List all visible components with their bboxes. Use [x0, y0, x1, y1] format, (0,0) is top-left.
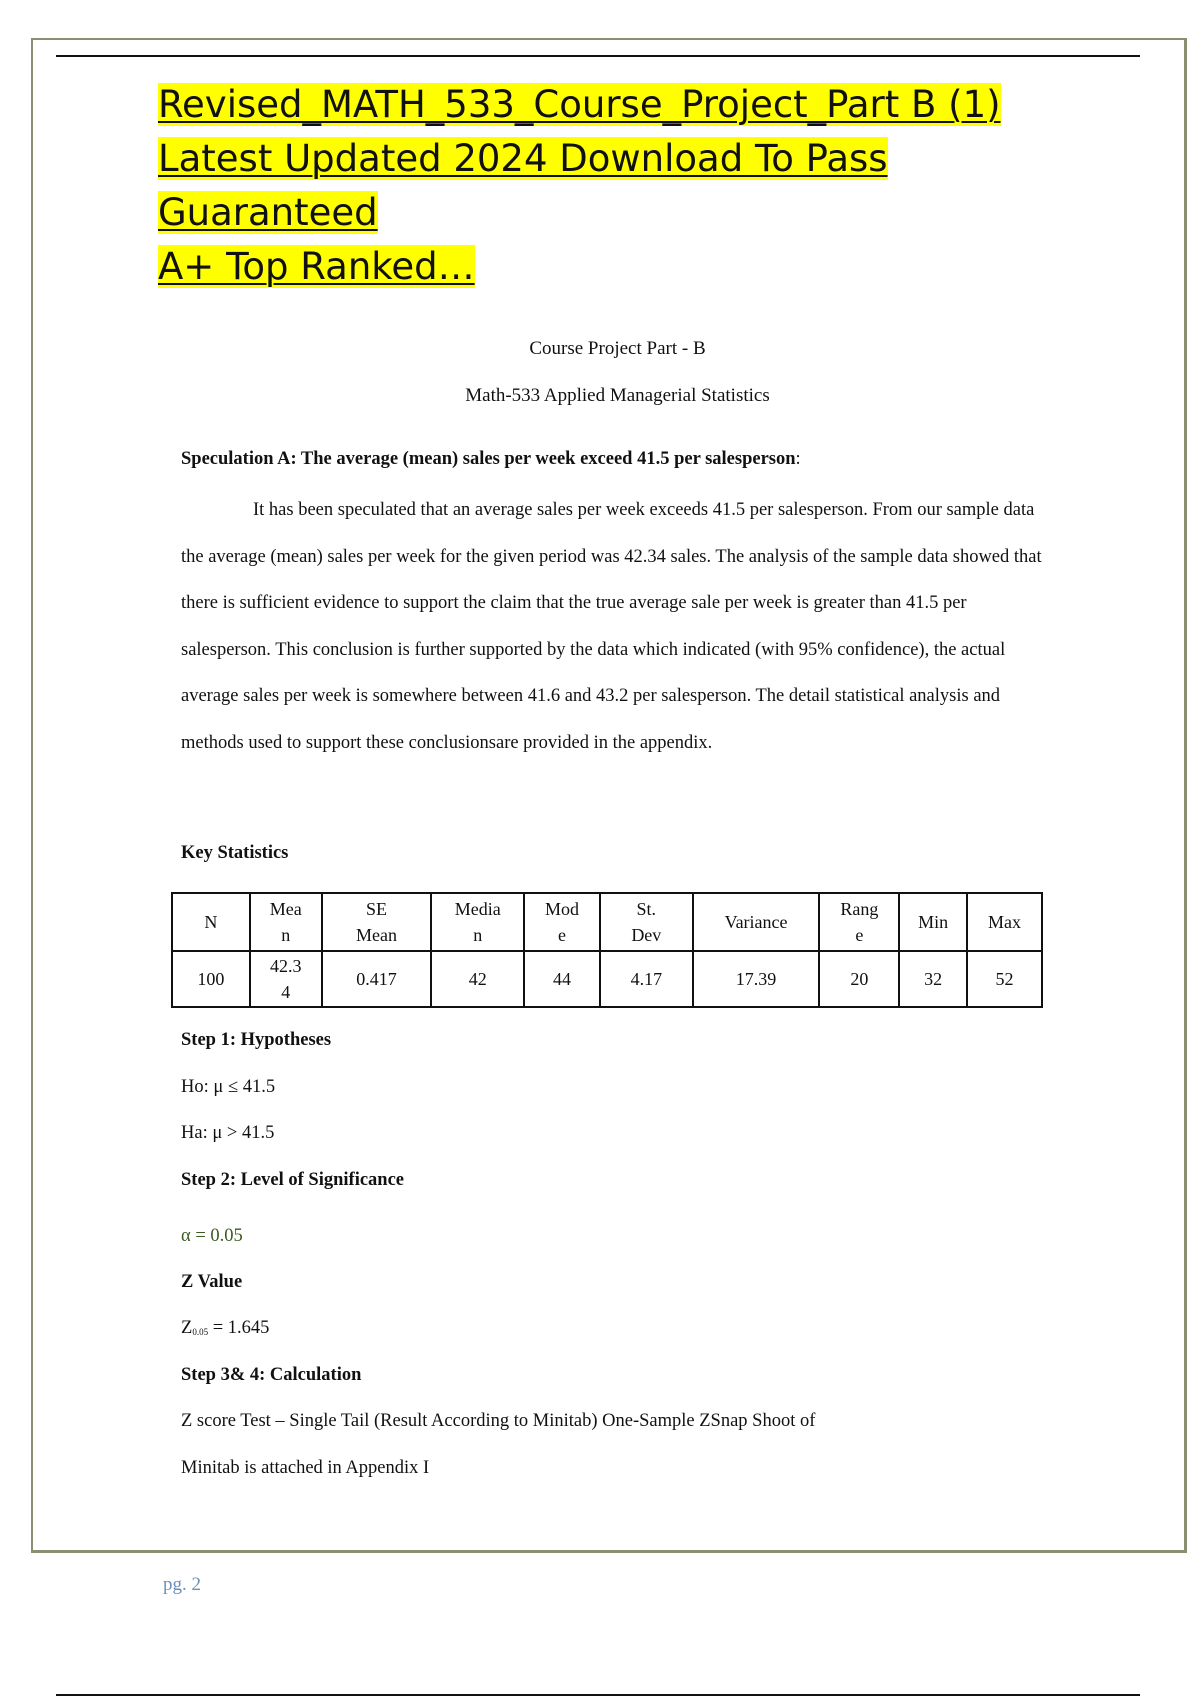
alternative-hypothesis: Ha: μ > 41.5: [181, 1123, 275, 1143]
value-cell: 42: [431, 951, 524, 1007]
step34-heading: Step 3& 4: Calculation: [181, 1365, 362, 1385]
speculation-heading-text: Speculation A: The average (mean) sales per week exceed 41.5 per salesperson: [181, 449, 796, 469]
calculation-line-1: Z score Test – Single Tail (Result According to Minitab) One-Sample ZSnap Shoot of: [181, 1411, 816, 1431]
value-cell: 42.3 4: [250, 951, 322, 1007]
z-value-heading: Z Value: [181, 1272, 243, 1292]
step1-heading: Step 1: Hypotheses: [181, 1030, 332, 1050]
speculation-paragraph: [181, 487, 1061, 766]
z-subscript: 0.05: [192, 1327, 209, 1337]
banner-line-2: Latest Updated 2024 Download To Pass Guaranteed: [158, 137, 888, 234]
z-critical-value: [181, 1318, 269, 1339]
header-cell: N: [172, 893, 250, 951]
bottom-rule: [56, 1694, 1140, 1696]
value-cell: 44: [524, 951, 600, 1007]
key-statistics-table: [171, 892, 1043, 1008]
speculation-heading-colon: :: [795, 449, 801, 469]
value-cell: 17.39: [693, 951, 820, 1007]
value-cell: 4.17: [600, 951, 693, 1007]
page-number: pg. 2: [163, 1574, 201, 1595]
header-cell: Mea n: [250, 893, 322, 951]
header-cell: Rang e: [819, 893, 899, 951]
value-cell: 32: [899, 951, 967, 1007]
top-rule: [56, 55, 1140, 57]
header-cell: St. Dev: [600, 893, 693, 951]
header-cell: Media n: [431, 893, 524, 951]
table-row: [172, 951, 1042, 1007]
header-cell: Mod e: [524, 893, 600, 951]
null-hypothesis: Ho: μ ≤ 41.5: [181, 1077, 276, 1097]
banner-line-1: Revised_MATH_533_Course_Project_Part B (1): [158, 83, 1001, 126]
document-subtitle: Math-533 Applied Managerial Statistics: [465, 385, 770, 406]
value-cell: 52: [967, 951, 1042, 1007]
z-symbol: Z: [181, 1318, 193, 1338]
key-statistics-heading: Key Statistics: [181, 843, 289, 863]
calculation-line-2: Minitab is attached in Appendix I: [181, 1458, 430, 1478]
table-header-row: [172, 893, 1042, 951]
speculation-body: It has been speculated that an average sales per week exceeds 41.5 per salesperson. From our sample data the average (mean) sales per week for the given period was 42.34 sales. The analysis of the sample data showed that there is sufficient evidence to support the claim that the true average sale per week is greater than 41.5 per salesperson. This conclusion is further supported by the data which indicated (with 95% confidence), the actual average sales per week is somewhere between 41.6 and 43.2 per salesperson. The detail statistical analysis and methods used to support these conclusionsare provided in the appendix.: [181, 500, 1042, 753]
value-cell: 0.417: [322, 951, 432, 1007]
header-cell: Max: [967, 893, 1042, 951]
header-cell: SE Mean: [322, 893, 432, 951]
document-title: Course Project Part - B: [529, 338, 706, 359]
value-cell: 100: [172, 951, 250, 1007]
speculation-heading: [181, 449, 801, 470]
highlighted-title-banner: [158, 78, 1108, 294]
z-number: = 1.645: [208, 1318, 270, 1338]
banner-line-3: A+ Top Ranked…: [158, 245, 475, 288]
header-cell: Variance: [693, 893, 820, 951]
step2-heading: Step 2: Level of Significance: [181, 1170, 405, 1190]
alpha-value: α = 0.05: [181, 1226, 243, 1246]
value-cell: 20: [819, 951, 899, 1007]
header-cell: Min: [899, 893, 967, 951]
